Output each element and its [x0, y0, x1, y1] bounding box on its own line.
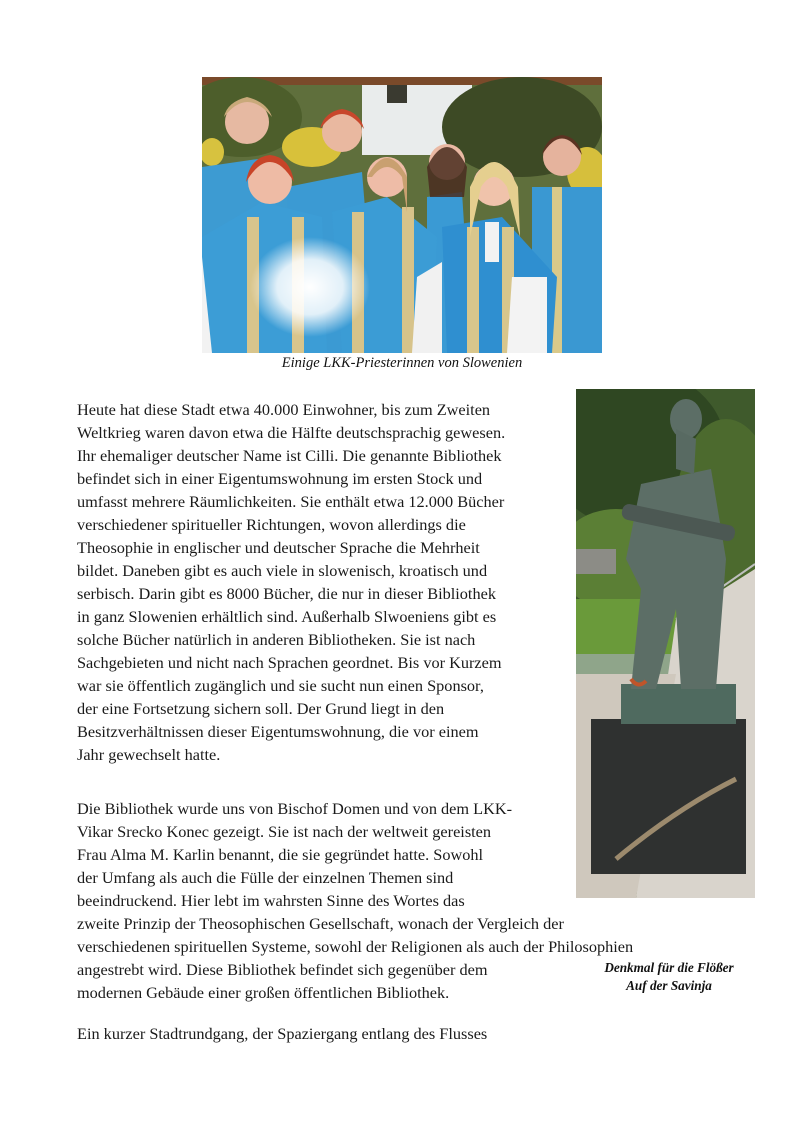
paragraph-library-visit: [77, 797, 633, 1004]
text-line: Ihr ehemaliger deutscher Name ist Cilli. Die genannte Bibliothek: [77, 446, 502, 465]
text-line: war sie öffentlich zugänglich und sie sucht nun einen Sponsor,: [77, 676, 484, 695]
group-photo-caption: Einige LKK-Priesterinnen von Slowenien: [281, 355, 523, 371]
statue-caption-line-1: Denkmal für die Flößer: [604, 960, 734, 975]
text-line: Jahr gewechselt hatte.: [77, 745, 221, 764]
text-line: Sachgebieten und nicht nach Sprachen geordnet. Bis vor Kurzem: [77, 653, 502, 672]
text-line: Ein kurzer Stadtrundgang, der Spaziergang entlang des Flusses: [77, 1024, 488, 1043]
text-line: zweite Prinzip der Theosophischen Gesellschaft, wonach der Vergleich der: [77, 914, 564, 933]
group-photo: [202, 77, 602, 353]
text-line: solche Bücher natürlich in anderen Bibliotheken. Sie ist nach: [77, 630, 476, 649]
text-line: der eine Fortsetzung sichern soll. Der Grund liegt in den: [77, 699, 445, 718]
text-line: Theosophie in englischer und deutscher Sprache die Mehrheit: [77, 538, 480, 557]
text-line: in ganz Slowenien erhältlich sind. Außerhalb Slwoeniens gibt es: [77, 607, 497, 626]
text-line: umfasst mehrere Räumlichkeiten. Sie enthält etwa 12.000 Bücher: [77, 492, 505, 511]
text-line: beeindruckend. Hier lebt im wahrsten Sinne des Wortes das: [77, 891, 465, 910]
group-photo-illustration: [202, 77, 602, 353]
text-line: befindet sich in einer Eigentumswohnung im ersten Stock und: [77, 469, 483, 488]
text-line: bildet. Daneben gibt es auch viele in slowenisch, kroatisch und: [77, 561, 488, 580]
paragraph-city-walk: [77, 1022, 487, 1045]
text-line: Frau Alma M. Karlin benannt, die sie gegründet hatte. Sowohl: [77, 845, 484, 864]
text-line: modernen Gebäude einer großen öffentlichen Bibliothek.: [77, 983, 450, 1002]
paragraph-library-intro: [77, 398, 505, 766]
text-line: serbisch. Darin gibt es 8000 Bücher, die nur in dieser Bibliothek: [77, 584, 496, 603]
text-line: Vikar Srecko Konec gezeigt. Sie ist nach der weltweit gereisten: [77, 822, 492, 841]
text-line: Besitzverhältnissen dieser Eigentumswohnung, die vor einem: [77, 722, 479, 741]
text-line: angestrebt wird. Diese Bibliothek befindet sich gegenüber dem: [77, 960, 488, 979]
text-line: verschiedenen spirituellen Systeme, sowohl der Religionen als auch der Philosophien: [77, 937, 634, 956]
text-line: Weltkrieg waren davon etwa die Hälfte deutschsprachig gewesen.: [77, 423, 506, 442]
text-line: der Umfang als auch die Fülle der einzelnen Themen sind: [77, 868, 454, 887]
text-line: verschiedener spiritueller Richtungen, wovon allerdings die: [77, 515, 466, 534]
statue-caption-line-2: Auf der Savinja: [626, 978, 712, 993]
text-line: Die Bibliothek wurde uns von Bischof Domen und von dem LKK-: [77, 799, 513, 818]
text-line: Heute hat diese Stadt etwa 40.000 Einwohner, bis zum Zweiten: [77, 400, 491, 419]
